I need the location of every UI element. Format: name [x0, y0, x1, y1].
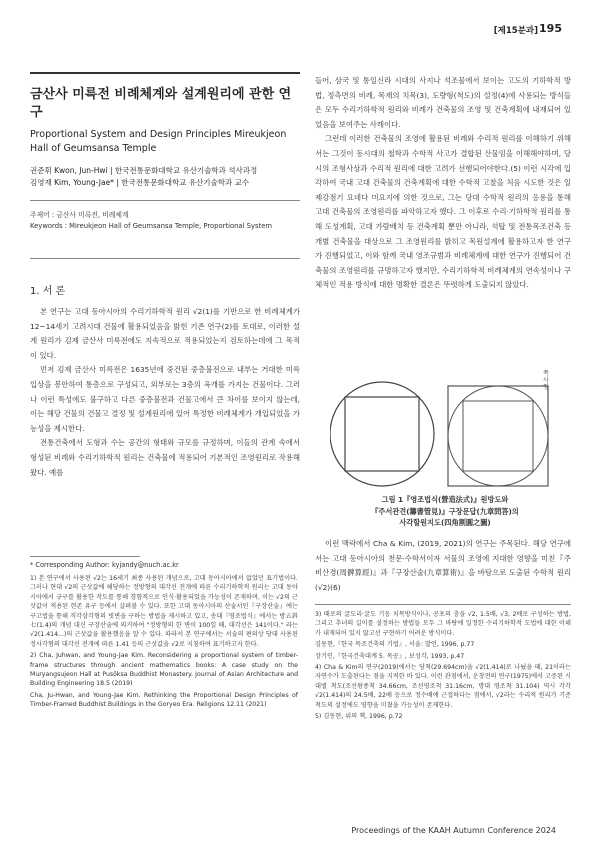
title-rule	[30, 72, 300, 74]
conference-footer: Proceedings of the KAAH Autumn Conference 2024	[351, 826, 556, 835]
footnote-ref: 김동현,『한국 목조건축의 기법』, 서울: 발언, 1996, p.77	[315, 641, 475, 649]
keywords-block	[30, 210, 300, 232]
section-tag: [제15분과]	[493, 26, 538, 36]
section-heading: 1. 서 론	[30, 286, 66, 297]
footnote: 3) 때로의 굴도리·굴도 기둥 치목방식이나, 공포의 충을 √2, 1.5배, √3, 2배로 구성하는 방법, 그리고 추녀의 길이를 설정하는 방법들 모두 그 바탕에 일정한 수리기하학적 도법에 대한 이해가 내재되어 있지 않고선 구현하기 어려운 방식이다.	[315, 611, 571, 637]
author-1: 권준휘 Kwon, Jun-Hwi | 한국전통문화대학교 유산기술학과 석사과정	[30, 166, 258, 175]
author-list	[30, 165, 305, 189]
left-paragraph: 전통건축에서 도형과 수는 공간의 형태와 규모를 규정하며, 이들의 관계 속에서 형성된 비례와 수리기하학적 원리는 건축물에 적용되어 기본적인 조영원리로 작용해왔다. 예를	[30, 438, 300, 477]
square-circle-square-diagram	[448, 386, 548, 486]
caption-line: 사각할원지도(四角割圓之圖)	[399, 518, 491, 527]
right-paragraph: 이런 맥락에서 Cha & Kim, (2019, 2021)의 연구는 주목된다. 해당 연구에서는 고대 동아시아의 천문·수학서이자 서물의 조영에 지대한 영향을 미친『주비산경(周髀算經)』과『구장산술(九章算術)』을 바탕으로 도출된 수학적 원리(√2)(6)	[315, 539, 571, 592]
author-2: 김영재 Kim, Young-Jae* | 한국전통문화대학교 유산기술학과 교수	[30, 178, 250, 187]
right-body	[315, 74, 571, 293]
right-footnotes	[315, 610, 571, 723]
left-footnotes	[30, 574, 298, 712]
paper-title-kr: 금산사 미륵전 비례체계와 설계원리에 관한 연구	[30, 87, 292, 120]
left-paragraph: 본 연구는 고대 동아시아의 수리기하학적 원리 √2(1)를 기반으로 한 비례체계가 12~14세기 고려시대 건물에 활용되었음을 밝힌 기존 연구(2)를 토대로, 이러한 설계 원리가 김제 금산사 미륵전에도 지속적으로 적용되었는지 검토하는데에 그 목적이 있다.	[30, 307, 300, 360]
right-body-continued	[315, 537, 571, 595]
right-paragraph: 그런데 이러한 건축물의 조영에 활용된 비례와 수리적 원리를 이해하기 위해서는 그것이 동시대의 철학과 수학적 사고가 결합된 산물임을 이해해야하며, 당시의 조형사상과 수리적 원리에 대한 고려가 선행되어야한다.(5) 이런 시각에 입각하여 국내 고대 건축물의 건축계획에 대한 수학적 고찰을 처음 시도한 것은 일제강점기 요네다 미요지에 의한 것으로, 그는 당대 수학적 원리의 응용을 통해 고대 건축물의 조영원리를 파악하고자 했다. 그 이후로 수리·기하학적 원리를 통해 도성계획, 고대 가람배치 등 건축계획 뿐만 아니라, 석탑 및 전통목조건축 등 개별 건축물을 대상으로 그 조영원리를 밝히고 목원설계에 활용하고자 한 연구가 진행되었고, 이와 함께 국내 영조규범과 비례체계에 대한 연구가 진행되어 건축물의 조영원리를 규명하고자 했지만, 수리기하학적 비례체계의 연속성이나 구체적인 적용 방식에 대한 명확한 결론은 뚜렷하게 도출되지 않았다.	[315, 134, 571, 290]
figure-caption	[320, 494, 570, 529]
footnote: 5) 김동현, 위의 책, 1996, p.72	[315, 713, 403, 721]
keywords-kr: 주제어 : 금산사 미륵전, 비례체계	[30, 211, 129, 219]
paper-title-en: Proportional System and Design Principles Mireukjeon Hall of Geumsansa Temple	[30, 129, 287, 154]
footnote-rule	[30, 556, 140, 557]
figure-1	[330, 372, 560, 497]
footnote: 4) Cha & Kim의 연구(2019)에서는 당척(29.694cm)을 √2(1.414)로 나눴을 때, 21이라는 자연수가 도출된다는 점을 지적한 바 있다. 이런 관점에서, 운창전의 연구(1975)에서 고증된 시대별 척도(조선왕종척 34.66cm, 조선영조척 31.16cm, 명대 영조척 31.104) 역시 각각 √2(1.414)의 24.5배, 22배 등으로 정수배에 근접하다는 점에서, √2라는 수리적 원리가 기준 척도의 설정에도 영향을 미쳤을 가능성이 존재한다.	[315, 664, 571, 709]
caption-line: 『주서관견(籌書管見)』구장문답(九章問答)의	[371, 506, 519, 516]
figure-drawings	[330, 372, 560, 497]
keywords-en: Keywords : Mireukjeon Hall of Geumsansa Temple, Proportional System	[30, 222, 273, 230]
caption-line: 그림 1『영조법식(營造法式)』원방도와	[381, 495, 509, 504]
footnote: Cha, Ju-Hwan, and Young-Jae Kim. Rethinking the Proportional Design Principles of Timber-Framed Buddhist Buildings in the Goryeo Era. Religions 12.11 (2021)	[30, 691, 298, 709]
figure-vertical-label: 쪽사형	[543, 370, 549, 391]
right-paragraph: 들어, 삼국 및 통일신라 시대의 사지나 석조물에서 보이는 고도의 기하학적 방법, 정측면의 비례, 목재의 치목(3), 도량형(척도)의 설정(4)에 사용되는 방식들은 모두 수리기하학적 원리와 비례가 건축물의 조영 및 건축계획에 내재되어 있었음을 보여주는 사례이다.	[315, 76, 571, 129]
footnote-ref: 장기인,『한국건축대계 5. 목공』, 보성각, 1993, p.47	[315, 652, 465, 660]
right-footnote-rule	[315, 604, 571, 605]
circle-square-diagram	[330, 382, 434, 486]
left-paragraph: 먼저 김제 금산사 미륵전은 1635년에 중건된 중층불전으로 내부는 거대한 미륵입상을 봉안하여 통층으로 구성되고, 외부로는 3층의 옥개를 가지는 건물이다. 그러나 이런 특성에도 불구하고 다른 중층불전과 건물고에서 큰 차이를 보이지 않는데, 이는 해당 건물의 건물고 결정 및 설계원리에 있어 특정한 비례체계가 개입되었을 가능성을 제시한다.	[30, 365, 300, 433]
corresponding-author: * Corresponding Author: kyjandy@nuch.ac.kr	[30, 561, 179, 569]
authors-rule	[30, 200, 300, 201]
footnote: 1) 본 연구에서 사용된 √2는 16세기 최종 사용된 개념으로, 고대 동아시아에서 없었던 표기법이다. 그러나 현대 √2의 근삿값에 해당하는 정방형의 대각선 전개에 따른 수리기하학적 원리는 고대 동아시아에서 규구를 활용한 작도를 통해 경험적으로 인식·활용되었을 가능성이 존재하며, 이는 √2의 근삿값이 적용된 현존 유구 등에서 살펴볼 수 있다. 또한 고대 동아시아의 산술서인『구장산술』에는 구고법을 통해 직각삼각형의 빗변을 구하는 방법을 제시하고 있고, 송대『영조법식』에서는 방五斜七(1.4)의 개념 대신 구장산술에 의거하여 "정방형의 한 변이 100일 때, 대각선은 141이다." 라는 √2(1.414...)의 근삿값을 활용했음을 알 수 있다. 따라서 본 연구에서는 서술의 편의상 당대 사용된 정사각형의 대각선 전개에 따른 1.41 등의 근삿값을 √2로 지칭하여 표기하고자 한다.	[30, 575, 298, 648]
footnote: 2) Cha, Juhwan, and Young-Jae Kim. Reconsidering a proportional system of timber-frame structures through ancient mathematics books: A case study on the Muryangsujeon Hall at Pusŏksa Buddhist Monastery. Journal of Asian Architecture and Building Engineering 18.5 (2019)	[30, 652, 298, 688]
left-body	[30, 305, 300, 480]
keywords-rule	[30, 258, 300, 259]
page-number: 195	[539, 22, 562, 35]
